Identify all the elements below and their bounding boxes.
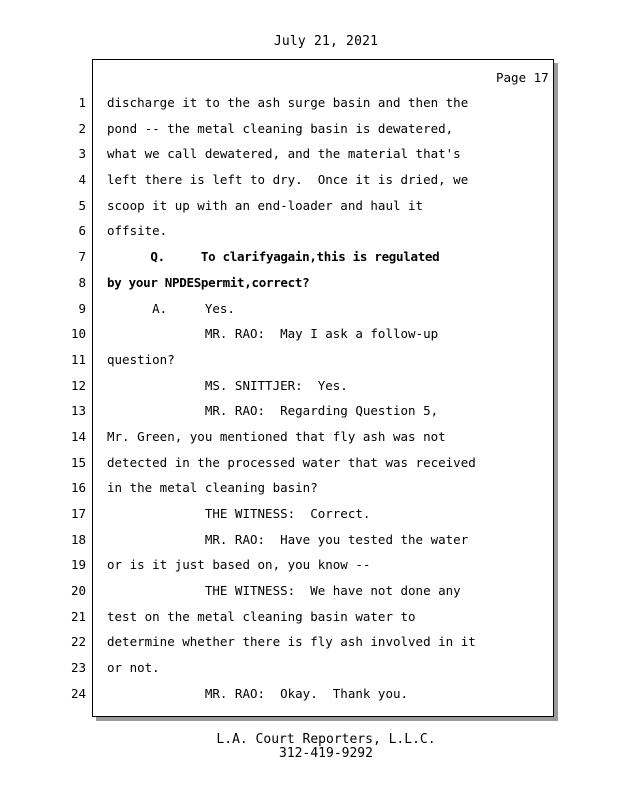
transcript-line: what we call dewatered, and the material that's bbox=[107, 146, 461, 162]
line-number: 7 bbox=[78, 249, 86, 265]
line-number: 6 bbox=[78, 223, 86, 239]
transcript-line: detected in the processed water that was received bbox=[107, 454, 476, 470]
line-number: 22 bbox=[70, 634, 86, 650]
transcript-line: MR. RAO: Okay. Thank you. bbox=[107, 685, 409, 701]
line-number: 10 bbox=[70, 326, 86, 342]
line-number: 18 bbox=[70, 531, 86, 547]
line-number: 21 bbox=[70, 608, 86, 624]
line-number: 15 bbox=[70, 454, 86, 470]
transcript-line: MR. RAO: May I ask a follow-up bbox=[107, 326, 439, 342]
line-number: 23 bbox=[70, 660, 86, 676]
transcript-line: Q. To clarifyagain,this is regulated bbox=[107, 249, 440, 265]
line-number: 19 bbox=[70, 557, 86, 573]
footer bbox=[0, 733, 618, 761]
transcript-line: in the metal cleaning basin? bbox=[107, 480, 318, 496]
transcript-line: A. Yes. bbox=[107, 300, 235, 316]
transcript-line: Mr. Green, you mentioned that fly ash was not bbox=[107, 428, 446, 444]
transcript-line: discharge it to the ash surge basin and then the bbox=[107, 95, 469, 110]
line-number: 3 bbox=[78, 146, 86, 162]
line-number: 13 bbox=[70, 403, 86, 419]
line-number: 16 bbox=[70, 480, 86, 496]
transcript-line: THE WITNESS: Correct. bbox=[107, 506, 371, 521]
transcript-line: determine whether there is fly ash involved in it bbox=[107, 634, 476, 650]
line-number: 24 bbox=[70, 685, 86, 701]
line-number: 2 bbox=[78, 120, 86, 136]
line-number: 9 bbox=[78, 300, 86, 316]
line-number: 11 bbox=[70, 351, 86, 367]
transcript-line: MR. RAO: Have you tested the water bbox=[107, 531, 469, 547]
transcript-text bbox=[107, 95, 547, 712]
line-number: 12 bbox=[70, 377, 86, 393]
transcript-line: offsite. bbox=[107, 223, 168, 239]
transcript-line: or is it just based on, you know -- bbox=[107, 557, 371, 573]
line-number: 1 bbox=[78, 95, 86, 110]
transcript-date: July 21, 2021 bbox=[273, 34, 379, 49]
reporter-phone: 312-419-9292 bbox=[279, 746, 373, 761]
transcript-line: left there is left to dry. Once it is dried, we bbox=[107, 172, 469, 188]
transcript-line: THE WITNESS: We have not done any bbox=[107, 583, 461, 599]
line-number: 20 bbox=[70, 583, 86, 599]
line-number-column bbox=[56, 95, 86, 712]
line-number: 5 bbox=[78, 197, 86, 213]
transcript-line: or not. bbox=[107, 660, 160, 676]
line-number: 14 bbox=[70, 428, 86, 444]
reporter-company: L.A. Court Reporters, L.L.C. bbox=[216, 732, 436, 747]
transcript-line: scoop it up with an end-loader and haul it bbox=[107, 197, 424, 213]
transcript-line: question? bbox=[107, 351, 175, 367]
transcript-line: test on the metal cleaning basin water to bbox=[107, 608, 416, 624]
page-number: Page 17 bbox=[496, 70, 549, 85]
line-number: 17 bbox=[70, 506, 86, 521]
line-number: 4 bbox=[78, 172, 86, 188]
transcript-line: MR. RAO: Regarding Question 5, bbox=[107, 403, 439, 419]
transcript-line: MS. SNITTJER: Yes. bbox=[107, 377, 348, 393]
transcript-line: pond -- the metal cleaning basin is dewatered, bbox=[107, 120, 454, 136]
transcript-line: by your NPDESpermit,correct? bbox=[107, 274, 310, 290]
line-number: 8 bbox=[78, 274, 86, 290]
